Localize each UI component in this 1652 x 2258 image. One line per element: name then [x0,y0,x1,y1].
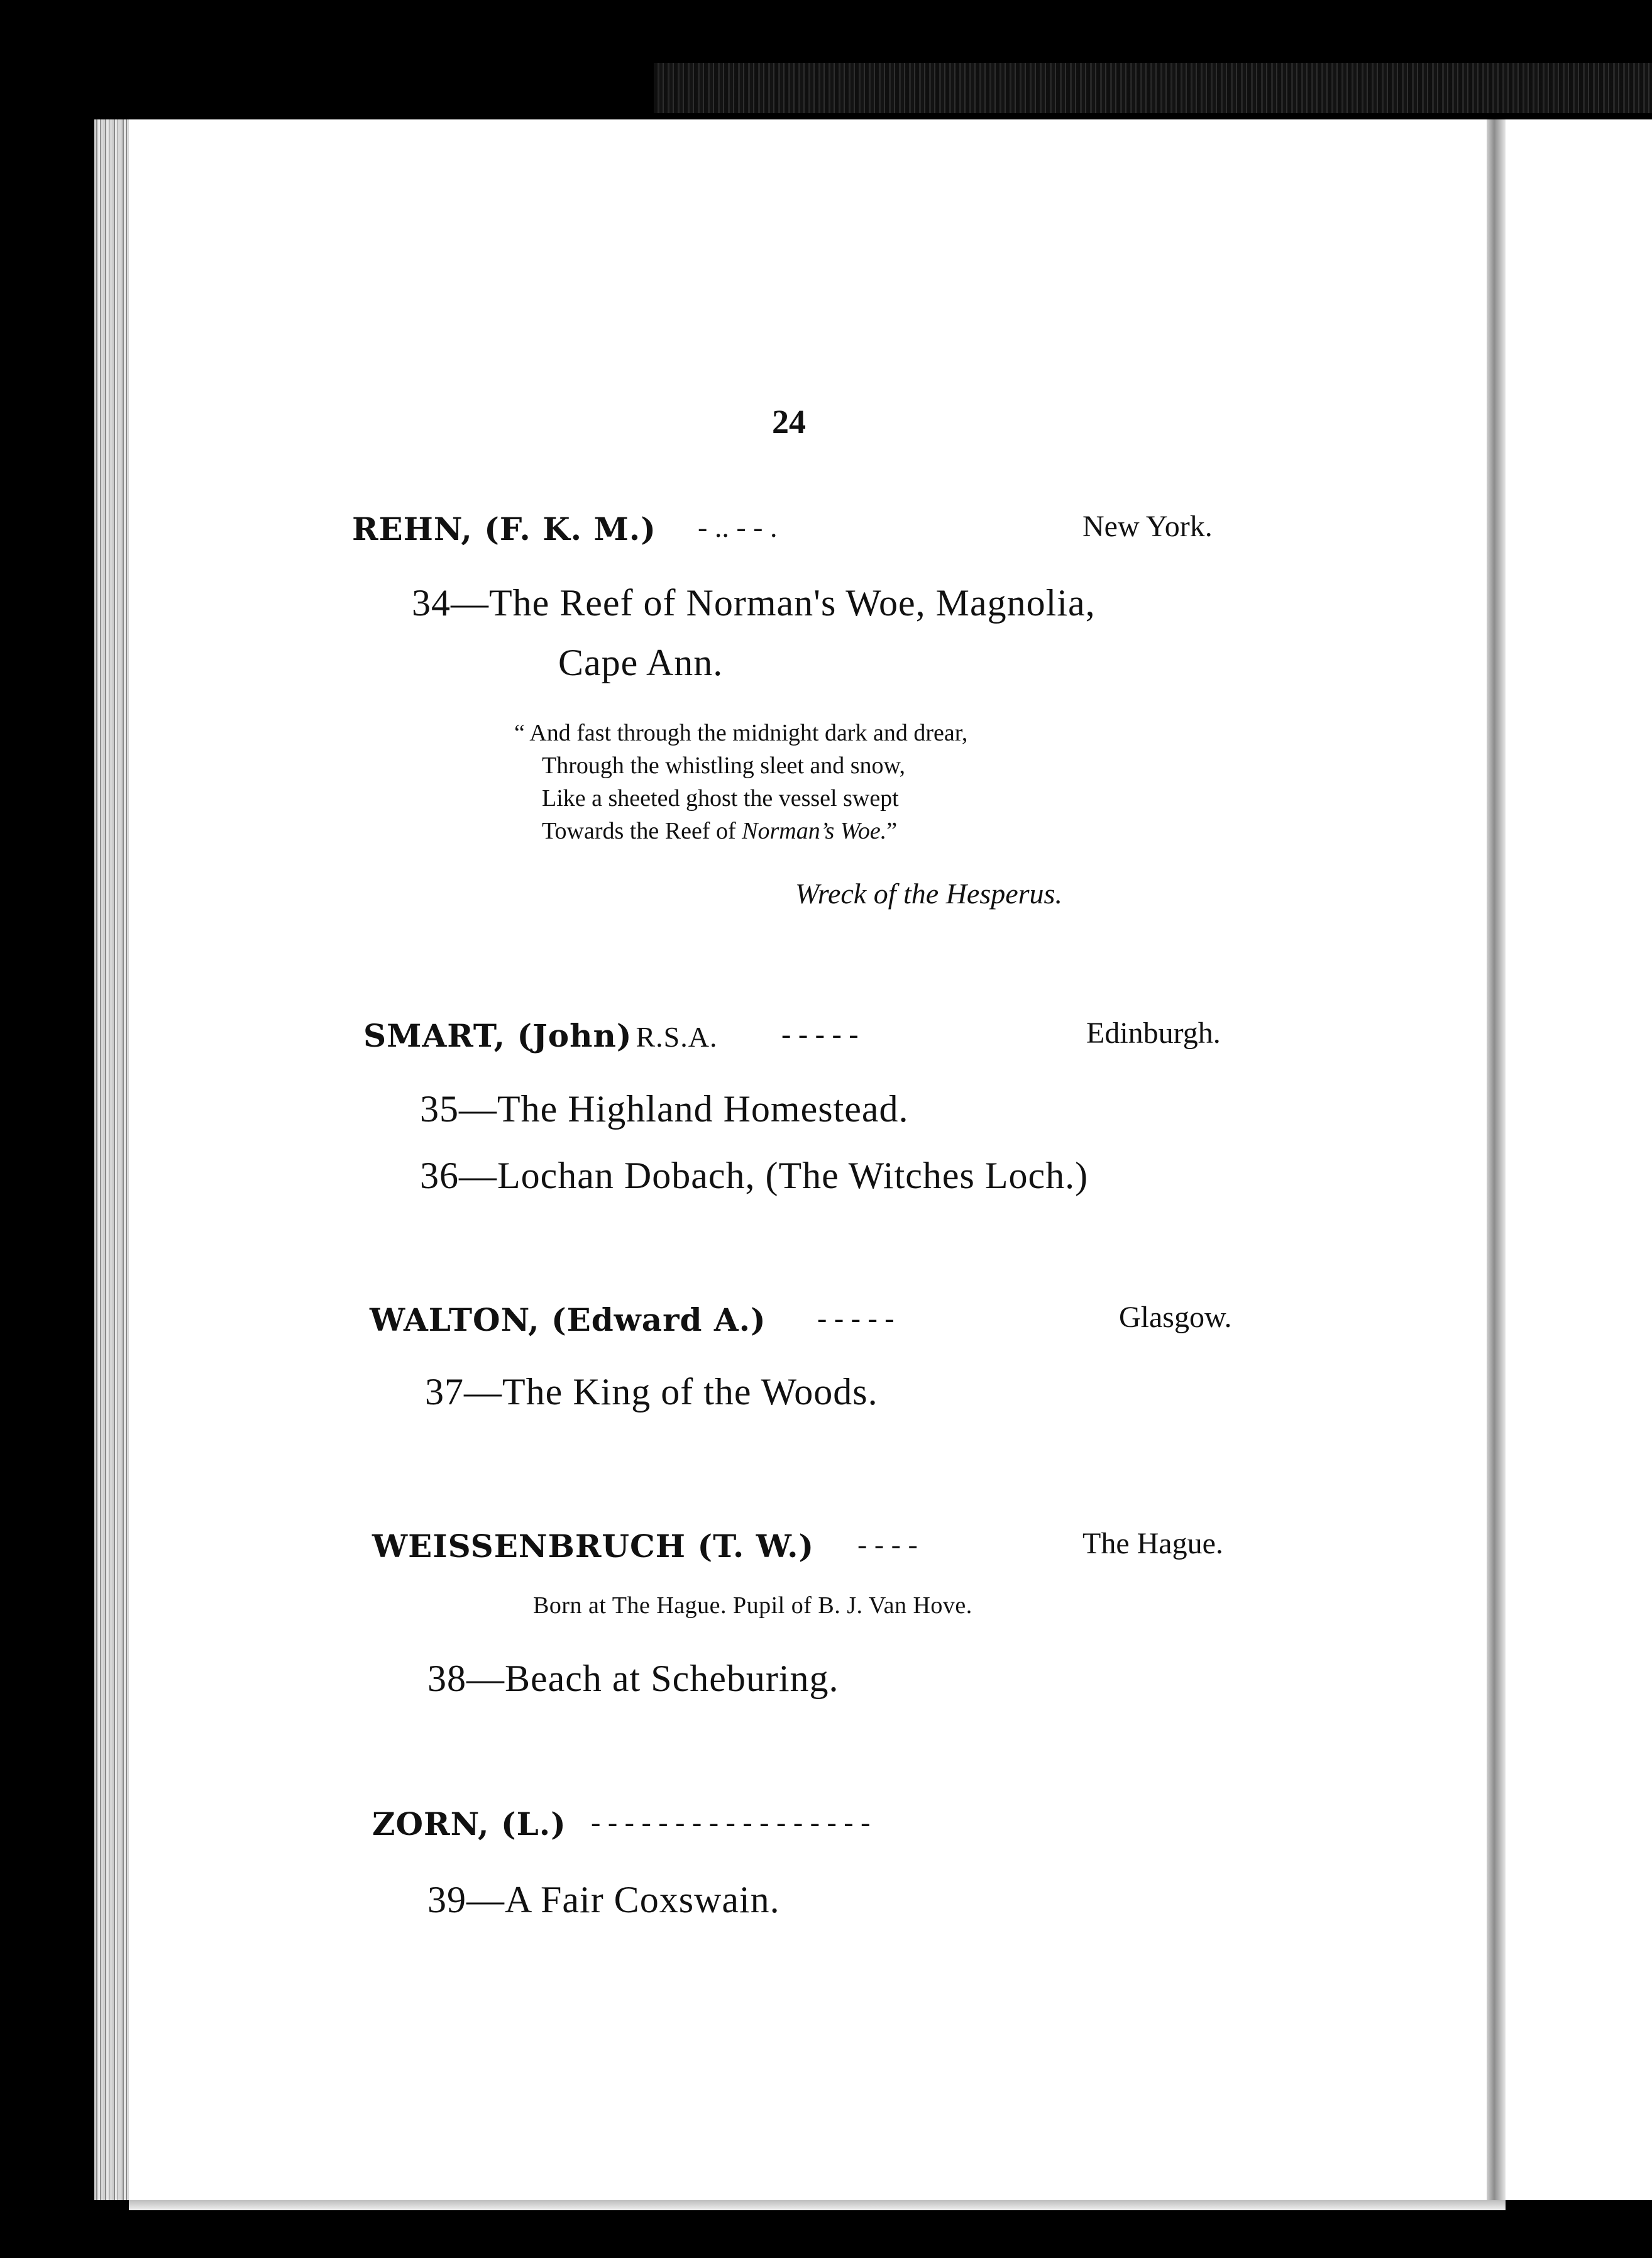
verse-attribution: Wreck of the Hesperus. [795,878,1062,910]
verse-line: Through the whistling sleet and snow, [542,752,906,779]
catalogue-work: 38—Beach at Scheburing. [427,1658,839,1699]
verse-line: Towards the Reef of Norman’s Woe.” [542,818,898,844]
artist-location: The Hague. [1082,1527,1223,1560]
catalogue-work-continuation: Cape Ann. [558,642,724,683]
artist-name: SMART, (John) R.S.A. [363,1017,718,1054]
artist-name: ZORN, (L.) [372,1805,566,1842]
verse-line: “ And fast through the midnight dark and drear, [514,720,968,746]
artist-name: WEISSENBRUCH (T. W.) [372,1528,815,1565]
catalogue-work: 34—The Reef of Norman's Woe, Magnolia, [412,582,1096,624]
verse-line: Like a sheeted ghost the vessel swept [542,785,899,812]
dot-leader: - - - - - - - - - - - - - - - - - [591,1806,871,1838]
artist-location: Glasgow. [1119,1301,1232,1334]
catalogue-work: 36—Lochan Dobach, (The Witches Loch.) [420,1155,1089,1196]
dot-leader: - - - - - [817,1302,895,1334]
dot-leader: - - - - [857,1528,918,1560]
catalogue-work: 37—The King of the Woods. [425,1371,878,1413]
adjacent-page [1506,119,1652,2200]
dot-leader: - .. - - . [698,511,778,543]
artist-name: REHN, (F. K. M.) [352,510,656,548]
page-number: 24 [772,403,806,441]
artist-location: New York. [1082,510,1213,543]
artist-location: Edinburgh. [1086,1016,1221,1050]
dot-leader: - - - - - [781,1018,859,1050]
page-edge-stack [94,119,132,2200]
artist-name: WALTON, (Edward A.) [370,1301,766,1338]
book-gutter-strip [654,63,1652,113]
verse-quote [514,717,967,847]
right-page-edge [1487,119,1506,2200]
bottom-page-edge [129,2200,1506,2210]
catalogue-work: 39—A Fair Coxswain. [427,1879,780,1920]
catalogue-work: 35—The Highland Homestead. [420,1088,909,1130]
artist-biography-note: Born at The Hague. Pupil of B. J. Van Hove. [533,1592,972,1619]
